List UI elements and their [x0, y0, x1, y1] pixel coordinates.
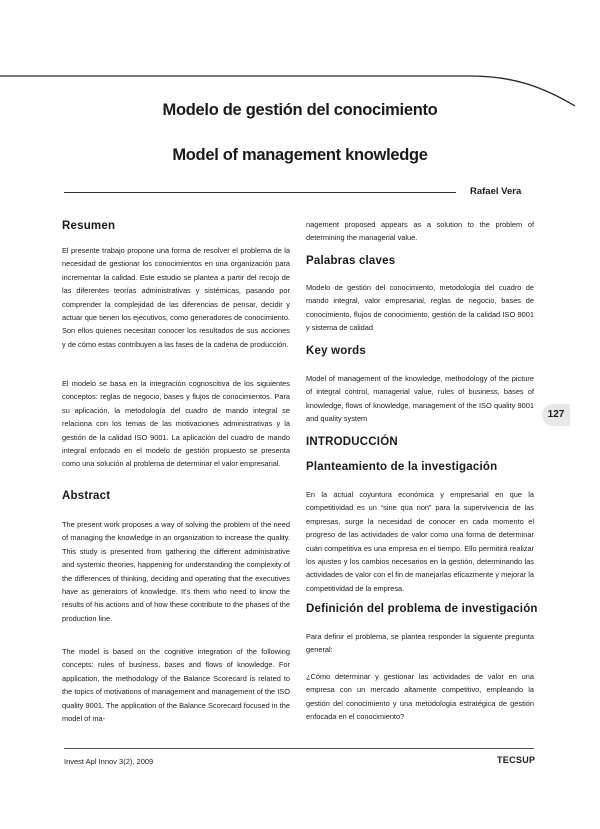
- footer-brand-logo: TECSUP: [497, 755, 536, 765]
- abstract-paragraph-2: The model is based on the cognitive integration of the following concepts: rules of business, bases and flows of knowledge. For application, the methodology of the Balance Scorecard is related to the topics of motivations of management and management of the ISO quality 9001. The application of the Balance Scorecard focused in the model of ma-: [62, 647, 290, 724]
- abstract-continuation-paragraph: nagement proposed appears as a solution to the problem of determining the managerial value.: [306, 220, 534, 243]
- introduccion-heading: INTRODUCCIÓN: [306, 436, 398, 448]
- footer-rule: [64, 748, 534, 749]
- key-words-heading: Key words: [306, 345, 366, 357]
- key-words-paragraph: Model of management of the knowledge, methodology of the picture of integral control, managerial value, rules of business, bases of knowledge, flows of knowledge, management of the ISO quality 9001 and quality system: [306, 374, 534, 424]
- planteamiento-heading: Planteamiento de la investigación: [306, 461, 498, 473]
- resumen-paragraph-2: El modelo se basa en la integración cognoscitiva de los siguientes conceptos: reglas de negocio, bases y flujos de conocimientos. Para su aplicación, la metodología del cuadro de mando integral se relaciona con los temas de las motivaciones administrativas y la gestión de la calidad ISO 9001. La aplicación del cuadro de mando integral enfocado en el modelo de gestión propuesto se presenta como una solución al problema de determinar el valor empresarial.: [62, 379, 290, 469]
- abstract-paragraph-1: The present work proposes a way of solving the problem of the need of managing the knowledge in an organization to increase the quality. This study is presented from gathering the different administrative and systemic theories, happening for understanding the complexity of the differences of thinking, deciding and operating that the executives have as generators of knowledge. It's them who need to know the results of his actions and of how these contribute to the phases of the production line.: [62, 520, 290, 623]
- palabras-claves-paragraph: Modelo de gestión del conocimiento, metodología del cuadro de mando integral, valor empresarial, reglas de negocio, bases de conocimiento, flujos de conocimiento, gestión de la calidad ISO 9001 y sistema de calidad: [306, 283, 534, 333]
- definicion-paragraph-2: ¿Cómo determinar y gestionar las actividades de valor en una empresa con un mercado altamente competitivo, empleando la gestión del conocimiento y una metodología estratégica de gestión enfocada en el conocimiento?: [306, 672, 534, 722]
- palabras-claves-heading: Palabras claves: [306, 255, 396, 267]
- author-rule: [64, 192, 456, 193]
- title-english: Model of management knowledge: [172, 146, 428, 164]
- page-number-badge: 127: [542, 404, 570, 426]
- definicion-heading: Definición del problema de investigación: [306, 603, 538, 615]
- title-spanish: Modelo de gestión del conocimiento: [162, 101, 438, 119]
- abstract-heading: Abstract: [62, 490, 111, 502]
- header-curve-decoration: [0, 0, 600, 110]
- planteamiento-paragraph: En la actual coyuntura económica y empresarial en que la competitividad es un “sine qua non” para la supervivencia de las empresas, surge la necesidad de conocer en cada momento el progreso de las actividades de valor como una forma de determinar cuán competitiva es una empresa en el tiempo. Ello permitirá realizar los ajustes y los cambios necesarios en la gestión, determinando las actividades de valor con el fin de manejarlas eficazmente y mejorar la competitividad de la empresa.: [306, 490, 534, 593]
- author-name: Rafael Vera: [470, 186, 522, 197]
- footer-journal-citation: Invest Apl Innov 3(2), 2009: [64, 757, 154, 766]
- definicion-paragraph-1: Para definir el problema, se plantea responder la siguiente pregunta general:: [306, 632, 534, 655]
- resumen-heading: Resumen: [62, 220, 116, 232]
- resumen-paragraph-1: El presente trabajo propone una forma de resolver el problema de la necesidad de gestionar los conocimientos en una organización para incrementar la calidad. Este estudio se plantea a partir del recojo de las diferentes teorías administrativas y sistémicas, pasando por comprender la complejidad de las diferencias de pensar, decidir y actuar que tienen los ejecutivos, como generadores de conocimiento. Son ellos quienes necesitan conocer los resultados de sus acciones y de cómo estas contribuyen a las fases de la cadena de producción.: [62, 246, 290, 349]
